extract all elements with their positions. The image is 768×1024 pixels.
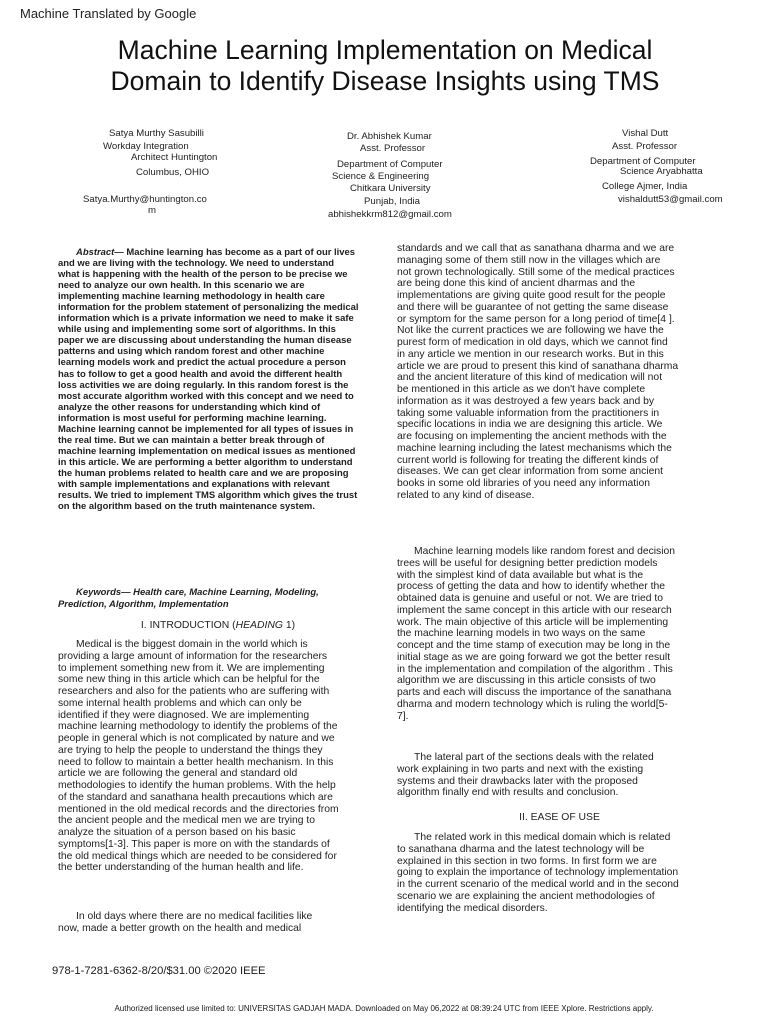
- text-line: need to follow to maintain a better health mechanism. In this: [58, 756, 334, 768]
- section-heading-introduction: [58, 620, 378, 631]
- text-line: to implement something new from it. We are implementing: [58, 662, 325, 674]
- text-line: researchers and also for the patients who are suffering with: [58, 686, 330, 697]
- text-line: methodologies to identify the human problems. With the help: [58, 780, 336, 791]
- abstract-line: and we are living with the technology. We need to understand: [58, 258, 334, 270]
- text-line: scenario we are explaining the ancient methodologies of: [397, 890, 655, 902]
- text-line: identifying the medical disorders.: [397, 902, 548, 914]
- text-line: machine learning including the latest mechanisms which the: [397, 442, 672, 454]
- abstract-lead: Abstract—: [76, 247, 124, 258]
- author-email: m: [148, 205, 156, 216]
- text-line: parts and each will discuss the importance of the sanathana: [397, 687, 672, 698]
- text-line: some new thing in this article which can be helpful for the: [58, 674, 320, 686]
- abstract-line: [58, 247, 378, 258]
- text-line: article we are proud to present this kind of sanathana dharma: [397, 360, 679, 372]
- text-line: now, made a better growth on the health and medical: [58, 922, 302, 934]
- text-line: in the implementation and compilation of the algorithm . This: [397, 663, 673, 675]
- text-line: In old days where there are no medical facilities like: [76, 911, 313, 922]
- text-line: managing some of them still now in the villages which are: [397, 254, 661, 266]
- text-line: standards and we call that as sanathana dharma and we are: [397, 243, 675, 254]
- author-location: College Ajmer, India: [602, 181, 688, 192]
- text-line: The related work in this medical domain which is related: [414, 832, 671, 843]
- text-line: systems and their drawbacks later with the proposed: [397, 775, 638, 787]
- keywords: [58, 587, 378, 611]
- abstract-line: the real time. But we can maintain a better break through of: [58, 434, 325, 446]
- author-location: Columbus, OHIO: [136, 167, 210, 178]
- author-email: vishaldutt53@gmail.com: [618, 194, 723, 205]
- abstract-line: learning models work and predict the actual procedure a person: [58, 357, 346, 369]
- text-line: not grown technologically. Still some of the medical practices: [397, 266, 675, 278]
- paper-title-line-1: Machine Learning Implementation on Medical: [117, 35, 653, 65]
- abstract-line: what is happening with the health of the person to be precise we: [58, 269, 348, 281]
- footer-license-notice: Authorized licensed use limited to: UNIVERSITAS GADJAH MADA. Downloaded on May 06,2022 at 08:39:24 UTC from IEEE Xplore. Restrictions apply.: [114, 1004, 654, 1013]
- text-line: related to any kind of disease.: [397, 489, 535, 501]
- heading-italic: HEADING: [235, 620, 283, 631]
- text-line: providing a large amount of information for the researchers: [58, 650, 328, 662]
- intro-paragraph-1: [58, 639, 378, 874]
- keywords-line: Prediction, Algorithm, Implementation: [58, 599, 229, 611]
- author-location: Punjab, India: [364, 196, 421, 207]
- text-line: people in general which is not complicated by nature and we: [58, 733, 335, 744]
- text-line: are focusing on implementing the ancient methods with the: [397, 431, 667, 442]
- text-line: implement the same concept in this article with our research: [397, 604, 672, 616]
- text-line: the old medical things which are needed to be considered for: [58, 850, 337, 862]
- text-line: diseases. We can get clear information from some ancient: [397, 466, 663, 478]
- paper-title-line-2: Domain to Identify Disease Insights using TMS: [110, 66, 660, 96]
- text-line: the better understanding of the human health and life.: [58, 862, 304, 874]
- text-line: or symptom for the same person for a long period of time[4 ].: [397, 313, 675, 325]
- abstract-line: has to follow to get a good health and avoid the different health: [58, 368, 343, 380]
- text-line: of the standard and sanathana health precautions which are: [58, 791, 333, 803]
- text-line: some internal health problems and which can only be: [58, 697, 302, 709]
- text-line: Not like the current practices we are following we have the: [397, 325, 664, 337]
- text-line: mentioned in the old medical records and the directories from: [58, 803, 339, 815]
- abstract-line: Machine learning cannot be implemented for all types of issues in: [58, 423, 354, 435]
- text-line: article we are following the general and standard old: [58, 768, 298, 780]
- text-line: in the current scenario of the medical world and in the second: [397, 879, 679, 890]
- author-name: Dr. Abhishek Kumar: [347, 131, 432, 142]
- abstract-line: results. We tried to implement TMS algorithm which gives the trust: [58, 490, 358, 502]
- paper-title: [40, 35, 730, 97]
- right-paragraph-1: [397, 243, 722, 502]
- text-line: purest form of medication in old days, which we cannot find: [397, 337, 668, 348]
- text-line: work explaining in two parts and next with the existing: [397, 763, 644, 775]
- text-line: be mentioned in this article as we don't have complete: [397, 384, 646, 395]
- author-affiliation: Chitkara University: [350, 183, 431, 194]
- author-name: Satya Murthy Sasubilli: [109, 128, 204, 139]
- text-line: going to explain the importance of technology implementation: [397, 867, 679, 879]
- text-line: in any article we mention in our research works. But in this: [397, 348, 664, 360]
- text-line: the ancient people and the medical men we are trying to: [58, 815, 316, 827]
- text-line: books in some old libraries of you need any information: [397, 478, 650, 489]
- heading-suffix: 1): [282, 620, 296, 631]
- text-line: current world is following for treating the different kinds of: [397, 454, 659, 466]
- author-affiliation: Architect Huntington: [131, 152, 218, 163]
- author-affiliation: Workday Integration: [103, 141, 189, 152]
- keywords-line: Keywords— Health care, Machine Learning, Modeling,: [76, 587, 319, 598]
- section-heading-ease-of-use: II. EASE OF USE: [519, 812, 600, 823]
- text-line: symptoms[1-3]. This paper is more on with the standards of: [58, 838, 330, 850]
- abstract: [58, 247, 378, 512]
- translation-banner: Machine Translated by Google: [20, 6, 197, 21]
- text-line: analyze the situation of a person based on his basic: [58, 827, 296, 838]
- text-line: machine learning methodology to identify the problems of the: [58, 721, 338, 733]
- abstract-line: information is most useful for performing machine learning.: [58, 412, 327, 424]
- right-paragraph-4: [397, 832, 722, 914]
- abstract-line: implementing machine learning methodology in health care: [58, 291, 325, 303]
- text-line: information as it was destroyed a few years back and by: [397, 395, 654, 407]
- text-line: Medical is the biggest domain in the world which is: [76, 639, 308, 650]
- abstract-line: the human problems related to health care and we are proposing: [58, 467, 349, 479]
- abstract-line: need to analyze our own health. In this scenario we are: [58, 280, 305, 292]
- abstract-line: paper we are discussing about understanding the human disease: [58, 335, 352, 347]
- text-line: with the simplest kind of data available but what is the: [397, 569, 644, 581]
- text-line: trees will be useful for designing better prediction models: [397, 557, 658, 569]
- author-affiliation: Department of Computer: [590, 156, 696, 167]
- author-affiliation: Science & Engineering: [332, 171, 430, 182]
- text-line: to sanathana dharma and the latest technology will be: [397, 843, 645, 855]
- text-line: obtained data is genuine and useful or not. We are tried to: [397, 593, 664, 604]
- right-paragraph-2: [397, 546, 722, 722]
- author-email: Satya.Murthy@huntington.co: [83, 194, 207, 205]
- footer-copyright: 978-1-7281-6362-8/20/$31.00 ©2020 IEEE: [52, 965, 266, 977]
- text-line: and the ancient literature of this kind of medication will not: [397, 372, 663, 384]
- text-line: The lateral part of the sections deals with the related: [414, 752, 654, 763]
- abstract-line: analyze the other reasons for understanding which kind of: [58, 401, 321, 413]
- text-line: and there will be guarantee of not getting the same disease: [397, 301, 669, 313]
- text-line: 7].: [397, 710, 409, 722]
- text-line: process of getting the data and how to identify whether the: [397, 581, 665, 593]
- author-affiliation: Science Aryabhatta: [620, 166, 703, 177]
- text-line: concept and the time stamp of execution may be long in the: [397, 640, 671, 651]
- author-title: Asst. Professor: [612, 141, 678, 152]
- abstract-line: on the algorithm based on the truth maintenance system.: [58, 501, 315, 513]
- text-line: algorithm we are discussing in this article consists of two: [397, 675, 656, 687]
- text-line: are being done this kind of ancient dharmas and the: [397, 278, 636, 290]
- abstract-line: information for the problem statement of personalizing the medical: [58, 302, 359, 314]
- author-title: Asst. Professor: [360, 143, 426, 154]
- abstract-line: with sample implementations and explanations with relevant: [58, 478, 330, 490]
- text-line: initial stage as we are going forward we got the better result: [397, 651, 671, 663]
- text-line: implementations are giving quite good result for the people: [397, 290, 666, 301]
- abstract-line: information which is a private information we need to make it safe: [58, 313, 354, 325]
- abstract-line: while using and implementing some sort of algorithms. In this: [58, 324, 336, 336]
- abstract-line: in this article. We are performing a better algorithm to understand: [58, 456, 353, 468]
- text-line: work. The main objective of this article will be implementing: [397, 616, 669, 628]
- text-line: taking some valuable information from the practitioners in: [397, 407, 660, 419]
- abstract-line: loss activities we are doing regularly. In this random forest is the: [58, 379, 349, 391]
- text-line: are trying to help the people to understand the things they: [58, 744, 323, 756]
- text-line: dharma and modern technology which is ruling the world[5-: [397, 698, 668, 710]
- right-paragraph-3: [397, 752, 722, 799]
- abstract-line-text: Machine learning has become as a part of our lives: [123, 247, 356, 258]
- author-email: abhishekkrm812@gmail.com: [328, 209, 452, 220]
- text-line: Machine learning models like random forest and decision: [414, 546, 676, 557]
- text-line: the machine learning models in two ways on the same: [397, 628, 646, 640]
- abstract-line: patterns and using which random forest and other machine: [58, 346, 325, 358]
- heading-prefix: I. INTRODUCTION (: [140, 620, 236, 631]
- abstract-line: most accurate algorithm worked with this concept and we need to: [58, 390, 354, 402]
- abstract-line: machine learning implementation on medical issues as mentioned: [58, 445, 356, 457]
- text-line: identified if they were diagnosed. We are implementing: [58, 709, 310, 721]
- text-line: explained in this section in two forms. In first form we are: [397, 855, 657, 867]
- author-name: Vishal Dutt: [622, 128, 669, 139]
- text-line: specific locations in india we are designing this article. We: [397, 419, 663, 431]
- intro-paragraph-2: [58, 911, 378, 935]
- text-line: algorithm finally end with results and conclusion.: [397, 787, 619, 799]
- author-affiliation: Department of Computer: [337, 159, 443, 170]
